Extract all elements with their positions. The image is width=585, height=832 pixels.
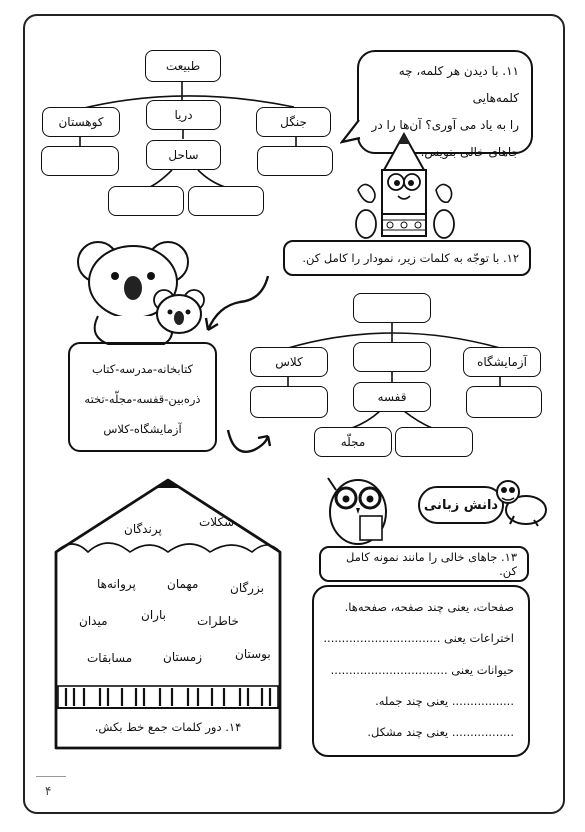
diagram1-node-sea — [146, 100, 221, 130]
badge-label: دانش زبانی — [423, 497, 499, 513]
q13-prompt-box — [319, 546, 529, 582]
diagram1-root — [145, 50, 221, 82]
q11-line-1: ۱۱. با دیدن هر کلمه، چه کلمه‌هایی — [398, 64, 519, 105]
puzzle-word-butterflies[interactable]: پروانه‌ها — [97, 577, 136, 591]
puzzle-word-garden[interactable]: بوستان — [235, 647, 271, 661]
diagram2-root-blank[interactable] — [353, 293, 431, 323]
q13-text: ۱۳. جاهای خالی را مانند نمونه کامل کن. — [346, 550, 517, 578]
diagram1-node-sea-label: دریا — [174, 108, 193, 122]
diagram1-blank-right[interactable] — [257, 146, 333, 176]
diagram2-blank-right[interactable] — [466, 386, 542, 418]
page-number-rule — [36, 776, 66, 777]
puzzle-word-birds[interactable]: پرندگان — [124, 522, 162, 536]
q13-example-line: صفحات، یعنی چند صفحه، صفحه‌ها. — [344, 600, 514, 614]
diagram2-middle-blank[interactable] — [353, 342, 431, 372]
pencil-mascot-illustration — [352, 130, 456, 242]
diagram1-node-beach-label: ساحل — [168, 148, 199, 162]
turtle-illustration — [494, 476, 552, 528]
diagram1-node-forest — [256, 107, 331, 137]
diagram2-node-lab — [463, 347, 541, 377]
diagram2-node-magazine-label: مجلّه — [340, 435, 366, 449]
diagram2-node-shelf — [353, 382, 431, 412]
word-bank-line-3: آزمایشگاه-کلاس — [103, 422, 182, 436]
q11-line-2: را به یاد می آوری؟ آن‌ها را در — [371, 118, 519, 132]
diagram1-node-mountain — [42, 107, 120, 137]
puzzle-word-square[interactable]: میدان — [79, 614, 108, 628]
owl-illustration — [322, 468, 396, 546]
diagram1-blank-bottom-left[interactable] — [108, 186, 184, 216]
q14-instruction — [60, 712, 276, 742]
diagram1-node-beach — [146, 140, 221, 170]
word-bank-line-1: کتابخانه-مدرسه-کتاب — [91, 362, 194, 376]
diagram1-node-mountain-label: کوهستان — [58, 115, 104, 129]
q13-line-problems[interactable]: ................. یعنی چند مشکل. — [367, 725, 514, 739]
q13-line-inventions[interactable]: اختراعات یعنی ................................ — [323, 631, 514, 645]
word-bank-line-2: ذره‌بین-قفسه-مجلّه-تخته — [84, 392, 201, 406]
word-bank-box — [68, 342, 217, 452]
puzzle-word-rain[interactable]: باران — [141, 608, 166, 622]
puzzle-word-memories[interactable]: خاطرات — [197, 614, 239, 628]
diagram2-node-shelf-label: قفسه — [377, 390, 407, 404]
puzzle-word-elders[interactable]: بزرگان — [230, 581, 264, 595]
q14-text: ۱۴. دور کلمات جمع خط بکش. — [94, 720, 242, 734]
puzzle-word-competitions[interactable]: مسابقات — [87, 651, 133, 665]
page-number: ۴ — [45, 784, 52, 798]
diagram1-blank-left[interactable] — [41, 146, 119, 176]
puzzle-word-winter[interactable]: زمستان — [163, 650, 203, 664]
diagram2-node-class — [250, 347, 328, 377]
q11-line-3: جاهای خالی بنویس. — [420, 145, 519, 159]
diagram2-blank-bottom-right[interactable] — [395, 427, 473, 457]
diagram1-root-label: طبیعت — [165, 59, 201, 73]
q13-line-animals[interactable]: حیوانات یعنی ................................ — [330, 663, 514, 677]
diagram2-node-lab-label: آزمایشگاه — [477, 355, 527, 369]
diagram2-node-magazine — [314, 427, 392, 457]
language-knowledge-badge — [418, 486, 504, 524]
diagram1-node-forest-label: جنگل — [280, 115, 307, 129]
diagram2-blank-left[interactable] — [250, 386, 328, 418]
koala-illustration — [68, 232, 218, 350]
puzzle-word-chocolates[interactable]: شکلات — [199, 515, 235, 529]
q12-prompt-box — [283, 240, 531, 276]
diagram1-blank-bottom-right[interactable] — [188, 186, 264, 216]
q12-text: ۱۲. با توجّه به کلمات زیر، نمودار را کامل کن. — [302, 251, 519, 265]
q13-line-sentences[interactable]: ................. یعنی چند جمله. — [375, 694, 514, 708]
puzzle-word-guest[interactable]: مهمان — [167, 577, 199, 591]
q13-answer-box — [312, 585, 530, 757]
diagram2-node-class-label: کلاس — [275, 355, 303, 369]
